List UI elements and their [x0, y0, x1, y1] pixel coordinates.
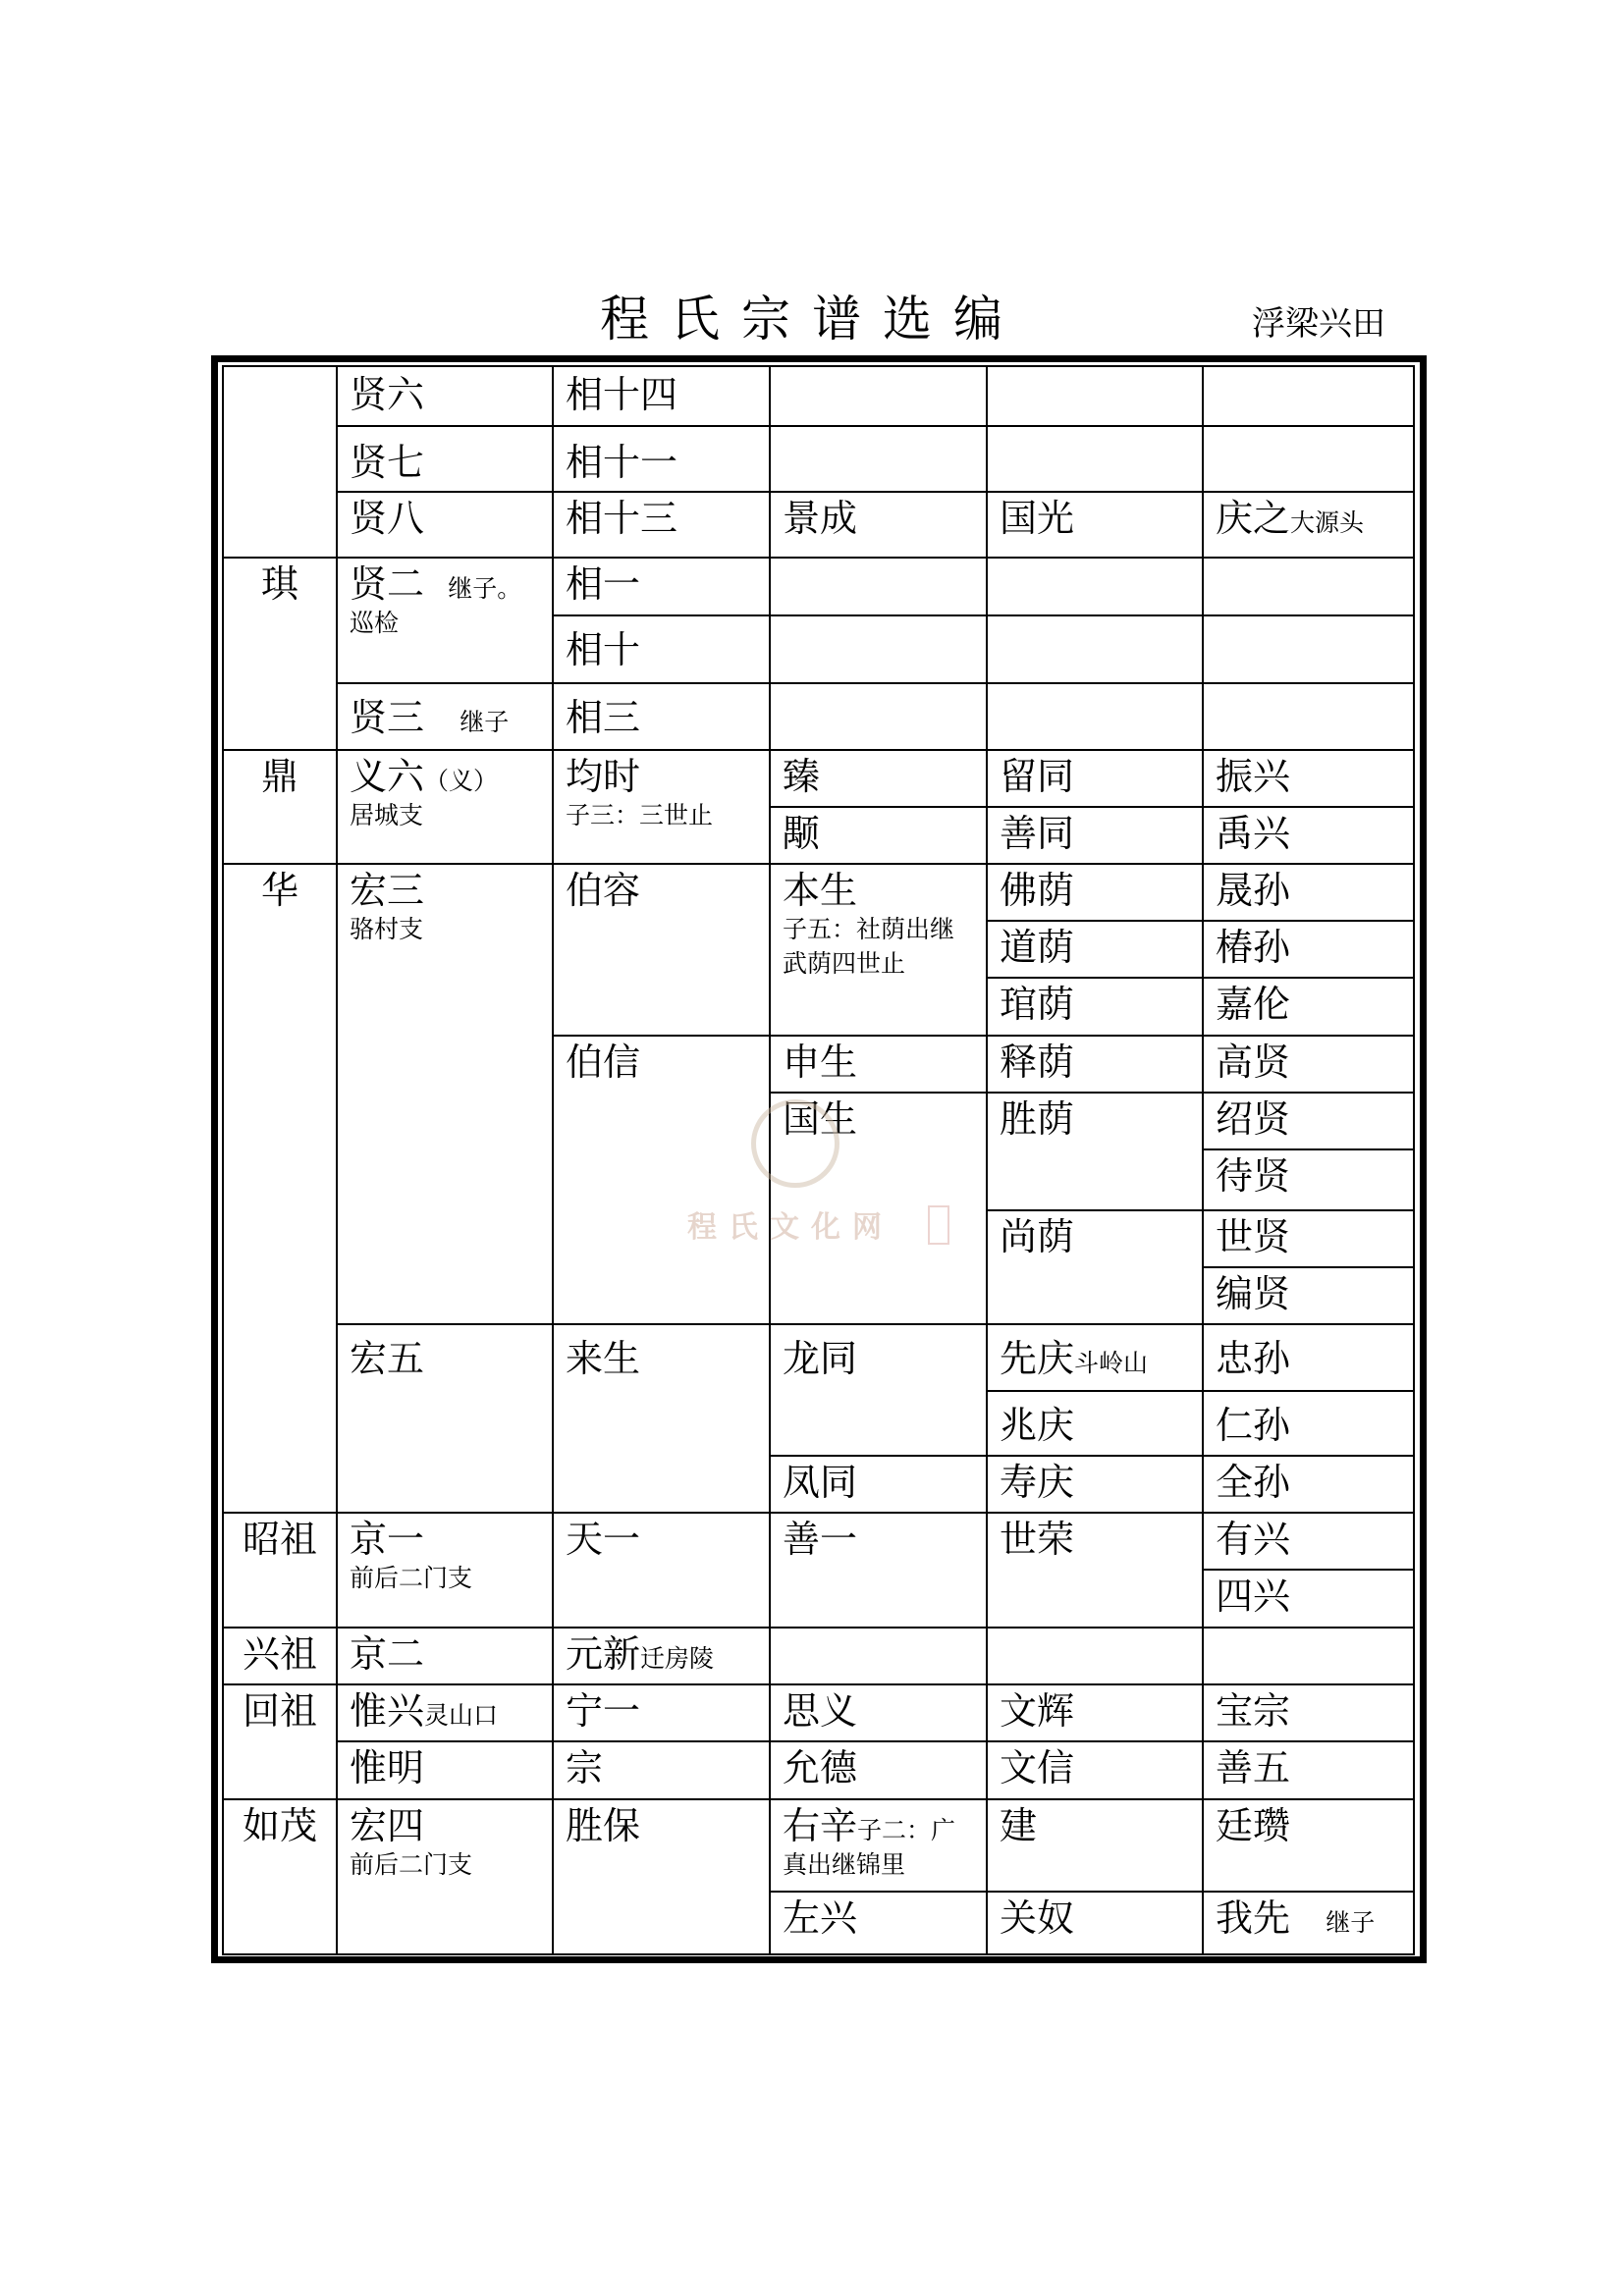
name-cell: 颙 — [769, 806, 988, 865]
empty-cell — [986, 425, 1204, 493]
name-cell: 我先 继子 — [1216, 1896, 1376, 1940]
name-cell: 建 — [986, 1798, 1204, 1893]
name-cell: 宝宗 — [1202, 1683, 1413, 1742]
name-cell: 相十 — [552, 614, 771, 684]
name-cell: 国光 — [986, 491, 1204, 559]
name-cell: 元新迁房陵 — [552, 1627, 771, 1685]
name-cell: 仁孙 — [1202, 1390, 1413, 1457]
name-cell: 申生 — [769, 1035, 988, 1094]
empty-cell — [769, 614, 988, 684]
name-cell: 允德 — [769, 1740, 988, 1800]
name-cell: 世荣 — [986, 1512, 1204, 1629]
name-cell: 龙同 — [769, 1323, 988, 1457]
name-cell: 相十三 — [552, 491, 771, 559]
name-cell: 绍贤 — [1202, 1092, 1413, 1150]
name-cell: 待贤 — [1202, 1148, 1413, 1211]
page-title: 程氏宗谱选编 — [600, 291, 1024, 347]
empty-cell — [769, 557, 988, 616]
name-cell: 善五 — [1202, 1740, 1413, 1800]
name-cell: 廷瓒 — [1202, 1798, 1413, 1893]
empty-cell — [1202, 557, 1413, 616]
name-cell: 先庆斗岭山 — [986, 1323, 1204, 1392]
name-cell: 京二 — [336, 1627, 554, 1685]
name-cell: 琯荫 — [986, 977, 1204, 1037]
genealogy-table — [222, 365, 1415, 1955]
name-cell: 京一 前后二门支 — [336, 1512, 554, 1629]
name-cell: 胜荫 — [986, 1092, 1204, 1211]
generation-cell: 兴祖 — [224, 1627, 338, 1685]
name-cell: 思义 — [769, 1683, 988, 1742]
generation-cell: 华 — [224, 863, 338, 1514]
empty-cell — [986, 614, 1204, 684]
name-cell: 世贤 — [1202, 1209, 1413, 1268]
empty-cell — [1202, 614, 1413, 684]
name-cell: 寿庆 — [986, 1455, 1204, 1514]
name-cell: 善同 — [986, 806, 1204, 865]
name-cell: 宏五 — [336, 1323, 554, 1514]
name-cell: 有兴 — [1202, 1512, 1413, 1571]
gen-cell-blank — [224, 367, 338, 559]
name-cell: 贤六 — [336, 367, 554, 427]
name-cell: 相三 — [552, 682, 771, 751]
empty-cell — [986, 682, 1204, 751]
name-cell: 胜保 — [552, 1798, 771, 1953]
name-cell: 贤八 — [336, 491, 554, 559]
empty-cell — [769, 425, 988, 493]
empty-cell — [1202, 682, 1413, 751]
name-cell: 国生 — [769, 1092, 988, 1325]
name-cell: 兆庆 — [986, 1390, 1204, 1457]
name-cell: 臻 — [769, 749, 988, 808]
name-cell: 相十一 — [552, 425, 771, 493]
empty-cell — [1202, 425, 1413, 493]
name-cell: 宁一 — [552, 1683, 771, 1742]
empty-cell — [986, 367, 1204, 427]
name-cell: 尚荫 — [986, 1209, 1204, 1325]
name-cell: 左兴 — [769, 1891, 988, 1953]
name-cell: 道荫 — [986, 920, 1204, 979]
empty-cell — [769, 682, 988, 751]
name-cell: 义六（义） 居城支 — [336, 749, 554, 865]
name-cell: 庆之大源头 — [1202, 491, 1413, 559]
name-cell: 关奴 — [986, 1891, 1204, 1953]
generation-cell: 回祖 — [224, 1683, 338, 1800]
name-cell: 伯容 — [552, 863, 771, 1037]
name-cell: 留同 — [986, 749, 1204, 808]
name-cell: 善一 — [769, 1512, 988, 1629]
name-cell: 编贤 — [1202, 1266, 1413, 1325]
name-cell: 文辉 — [986, 1683, 1204, 1742]
generation-cell: 如茂 — [224, 1798, 338, 1953]
name-cell: 来生 — [552, 1323, 771, 1514]
name-cell: 贤三 继子 — [336, 682, 554, 751]
place-label: 浮梁兴田 — [1252, 304, 1385, 344]
name-cell: 忠孙 — [1202, 1323, 1413, 1392]
name-cell: 凤同 — [769, 1455, 988, 1514]
name-cell: 晟孙 — [1202, 863, 1413, 922]
empty-cell — [769, 1627, 988, 1685]
empty-cell — [986, 557, 1204, 616]
empty-cell — [986, 1627, 1204, 1685]
name-cell: 贤七 — [336, 425, 554, 493]
name-cell: 均时 子三：三世止 — [552, 749, 771, 865]
generation-cell: 昭祖 — [224, 1512, 338, 1629]
name-cell: 天一 — [552, 1512, 771, 1629]
watermark-text: 程氏文化网 — [687, 1210, 893, 1245]
generation-cell: 鼎 — [224, 749, 338, 865]
name-cell: 振兴 — [1202, 749, 1413, 808]
name-cell: 四兴 — [1202, 1569, 1413, 1629]
name-cell: 伯信 — [552, 1035, 771, 1325]
name-cell: 本生 子五：社荫出继 武荫四世止 — [769, 863, 988, 1037]
empty-cell — [769, 367, 988, 427]
generation-cell: 琪 — [224, 557, 338, 751]
name-cell: 嘉伦 — [1202, 977, 1413, 1037]
name-cell: 相十四 — [552, 367, 771, 427]
empty-cell — [1202, 1627, 1413, 1685]
name-cell: 文信 — [986, 1740, 1204, 1800]
name-cell: 宗 — [552, 1740, 771, 1800]
name-cell: 释荫 — [986, 1035, 1204, 1094]
name-cell: 右辛子二：广 真出继锦里 — [769, 1798, 988, 1893]
name-cell: 贤二 继子。 巡检 — [336, 557, 554, 684]
name-cell: 相一 — [552, 557, 771, 616]
name-cell: 全孙 — [1202, 1455, 1413, 1514]
name-cell: 高贤 — [1202, 1035, 1413, 1094]
name-cell: 景成 — [769, 491, 988, 559]
name-cell: 椿孙 — [1202, 920, 1413, 979]
name-cell: 禹兴 — [1202, 806, 1413, 865]
name-cell: 宏四 前后二门支 — [336, 1798, 554, 1953]
name-cell: 惟兴灵山口 — [336, 1683, 554, 1742]
empty-cell — [1202, 367, 1413, 427]
name-cell: 佛荫 — [986, 863, 1204, 922]
name-cell: 惟明 — [336, 1740, 554, 1800]
name-cell: 宏三 骆村支 — [336, 863, 554, 1325]
